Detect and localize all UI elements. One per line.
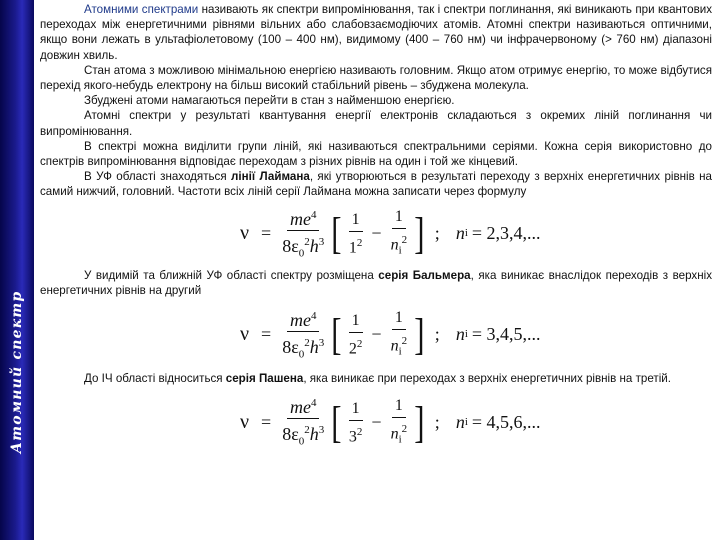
formula-coefficient	[279, 204, 327, 265]
formula-lyman: ν = $\frac{me^4}{8\varepsilon_0^2h^3}$ [ $\frac{1}{1^2}$ − $\frac{1}{n_i^2}$ ] ; n i = 2,3,4,...	[240, 204, 712, 265]
paragraph-paschen	[40, 371, 712, 386]
range-n: n	[455, 412, 465, 433]
formula-coefficient: $\frac{me^4}{8\varepsilon_0^2h^3}$	[279, 392, 327, 453]
paragraph-ground-state: Стан атома з можливою мінімальною енергією називають головним. Якщо атом отримує енергію, то може відбутися перехід якого-небудь електрону на більш високий стабільний рівень – збуджена молекула.	[40, 63, 712, 93]
formula-separator: ;	[434, 223, 440, 244]
term-lyman: лінії Лаймана	[231, 170, 310, 184]
formula-balmer: ν = $\frac{me^4}{8\varepsilon_0^2h^3}$ [ $\frac{1}{2^2}$ − $\frac{1}{n_i^2}$ ] ; n i = 3,4,5,...	[240, 305, 712, 366]
range-n: n	[455, 223, 465, 244]
paragraph-text: називають як спектри випромінювання, так і спектри поглинання, які виникають при квантових переходах між енергетичними рівнями вільних або слабовзаємодіючих атомів. Атомні спектри називаються оптичними, якщо вони лежать в ультафіолетовому (100 – 400 нм), видимому (400 – 760 нм) чи інфрачервоному (> 760 нм) діапазоні довжин хвиль.	[40, 3, 712, 62]
formula-nu: ν	[240, 411, 250, 434]
paragraph-text: До ІЧ області відноситься	[84, 372, 226, 386]
formula-minus: −	[371, 324, 382, 345]
coef-num-exp: 4	[310, 208, 317, 221]
term-second: $\frac{1}{n_i^2}$	[390, 208, 408, 257]
coef-den-sub: 0	[298, 247, 305, 260]
paragraph-text: , які утворюються в результаті переходу з верхніх енергетичних рівнів на самий нижчий, головний. Частоти всіх ліній серії Лаймана можна записати через формулу	[40, 170, 712, 199]
coef-den-h-exp: 3	[318, 235, 325, 248]
sidebar-band	[0, 0, 34, 540]
term-paschen: серія Пашена	[225, 372, 304, 386]
bracket-left: [	[331, 397, 342, 447]
term-first: $\frac{1}{1^2}$	[348, 210, 363, 257]
formula-equals: =	[261, 223, 272, 244]
formula-equals: =	[261, 324, 272, 345]
bracket-left: [	[331, 208, 342, 258]
term-first: $\frac{1}{2^2}$	[348, 311, 363, 358]
formula-minus: −	[371, 412, 382, 433]
formula-range: = 4,5,6,...	[471, 412, 541, 433]
coef-den-h: h	[309, 235, 319, 256]
formula-nu: ν	[240, 222, 250, 245]
range-n: n	[455, 324, 465, 345]
coef-den: 8ε	[282, 235, 299, 256]
coef-den-exp: 2	[304, 235, 310, 248]
formula-range: = 3,4,5,...	[471, 324, 541, 345]
paragraph-definition	[40, 2, 712, 63]
coef-num: me	[289, 208, 311, 229]
document-body	[40, 2, 712, 453]
formula-nu: ν	[240, 323, 250, 346]
paragraph-balmer	[40, 268, 712, 298]
formula-separator: ;	[434, 412, 440, 433]
term-atomic-spectra: Атомними спектрами	[84, 3, 199, 16]
term-balmer: серія Бальмера	[378, 269, 471, 283]
formula-paschen: ν = $\frac{me^4}{8\varepsilon_0^2h^3}$ [ $\frac{1}{3^2}$ − $\frac{1}{n_i^2}$ ] ; n i = 4,5,6,...	[240, 392, 712, 453]
formula-minus: −	[371, 223, 382, 244]
formula-range: = 2,3,4,...	[471, 223, 541, 244]
bracket-right: ]	[414, 397, 425, 447]
term-second: $\frac{1}{n_i^2}$	[390, 396, 408, 446]
paragraph-quantization: Атомні спектри у результаті квантування енергії електронів складаються з окремих ліній поглинання чи випромінювання.	[40, 109, 712, 138]
sidebar-title: Атомний спектр	[9, 290, 25, 454]
formula-coefficient: $\frac{me^4}{8\varepsilon_0^2h^3}$	[279, 305, 327, 366]
formula-equals: =	[261, 412, 272, 433]
paragraph-series: В спектрі можна виділити групи ліній, які називаються спектральними серіями. Кожна серія використовно до спектрів випромінювання відповідає переходам з різних рівнів на один і той же кінцевий.	[40, 139, 712, 169]
term-second: $\frac{1}{n_i^2}$	[390, 309, 408, 358]
paragraph-lyman	[40, 169, 712, 199]
bracket-right: ]	[414, 309, 425, 359]
paragraph-excited-atoms: Збуджені атоми намагаються перейти в стан з найменшою енергією.	[84, 94, 455, 108]
bracket-right: ]	[414, 208, 425, 258]
paragraph-text: , яка виникає внаслідок переходів з верхніх енергетичних рівнів на другий	[40, 269, 712, 298]
paragraph-text: , яка виникає при переходах з верхніх енергетичних рівнів на третій.	[303, 372, 671, 386]
paragraph-text: У видимій та ближній УФ області спектру розміщена	[84, 269, 379, 283]
formula-separator: ;	[434, 324, 440, 345]
paragraph-text: В УФ області знаходяться	[84, 170, 232, 184]
term-first: $\frac{1}{3^2}$	[348, 399, 363, 445]
bracket-left: [	[331, 309, 342, 359]
